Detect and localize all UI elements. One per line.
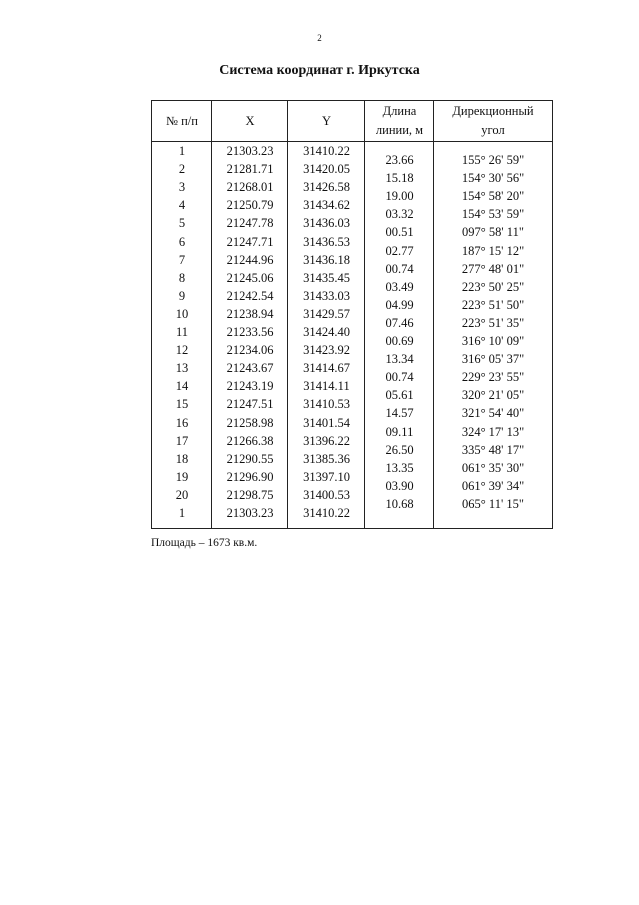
direction-angle-cell: 097° 58' 11" — [462, 225, 524, 240]
point-number-cell: 1 — [178, 144, 186, 158]
y-coordinate-cell: 31385.36 — [303, 451, 350, 466]
line-length-cell: 13.34 — [385, 352, 414, 367]
direction-angle-cell: 324° 17' 13" — [461, 424, 525, 439]
line-length-cell: 14.57 — [385, 406, 414, 421]
y-coordinate-cell: 31436.03 — [303, 216, 350, 231]
line-length-cell: 09.11 — [385, 424, 414, 439]
header-point-number: № п/п — [166, 113, 198, 128]
x-coordinate-cell: 21243.67 — [226, 361, 274, 376]
point-number-cell: 4 — [178, 198, 186, 213]
y-coordinate-cell: 31424.40 — [303, 325, 350, 339]
direction-angle-cell: 320° 21' 05" — [461, 388, 525, 403]
y-column — [288, 141, 365, 528]
y-coordinate-cell: 31435.45 — [303, 270, 350, 285]
line-length-cell: 00.74 — [385, 370, 414, 385]
point-number-cell: 1 — [178, 506, 186, 520]
line-length-cell: 15.18 — [385, 171, 414, 186]
y-coordinate-cell: 31433.03 — [303, 288, 350, 303]
y-coordinate-cell: 31414.11 — [303, 379, 350, 394]
direction-angle-cell: 061° 39' 34" — [461, 478, 525, 493]
x-coordinate-cell: 21247.71 — [226, 234, 274, 249]
y-coordinate-cell: 31401.54 — [303, 415, 350, 430]
point-number-cell: 18 — [175, 451, 189, 466]
direction-angle-cell: 223° 50' 25" — [461, 279, 525, 294]
x-coordinate-cell: 21266.38 — [226, 433, 274, 448]
y-coordinate-cell: 31397.10 — [303, 469, 350, 484]
line-length-cell: 03.90 — [385, 478, 414, 493]
direction-angle-cell: 321° 54' 40" — [461, 406, 525, 421]
header-y: Y — [321, 113, 332, 128]
point-number-cell: 17 — [175, 433, 189, 448]
point-number-cell: 6 — [178, 234, 186, 249]
direction-angle-cell: 335° 48' 17" — [461, 442, 525, 457]
point-number-column — [152, 141, 212, 528]
point-number-cell: 20 — [175, 487, 189, 502]
x-coordinate-cell: 21233.56 — [226, 325, 274, 339]
line-length-cell: 23.66 — [385, 153, 414, 168]
line-length-cell: 00.74 — [385, 261, 414, 276]
line-length-cell: 03.49 — [385, 279, 414, 294]
x-coordinate-cell: 21242.54 — [226, 288, 274, 303]
direction-angle-cell: 316° 10' 09" — [461, 334, 525, 349]
point-number-cell: 8 — [178, 270, 186, 285]
line-length-column — [365, 141, 434, 528]
x-coordinate-cell: 21244.96 — [226, 252, 274, 267]
point-number-cell: 3 — [178, 180, 186, 195]
direction-angle-cell: 277° 48' 01" — [461, 261, 525, 276]
point-number-cell: 12 — [175, 343, 189, 358]
direction-angle-cell: 155° 26' 59" — [461, 153, 525, 168]
x-coordinate-cell: 21243.19 — [226, 379, 274, 394]
x-coordinate-cell: 21290.55 — [226, 451, 274, 466]
header-direction-angle-bottom: угол — [481, 123, 505, 137]
x-coordinate-cell: 21303.23 — [226, 144, 274, 158]
direction-angle-cell: 065° 11' 15" — [462, 496, 524, 511]
line-length-cell: 19.00 — [385, 189, 414, 204]
line-length-cell: 05.61 — [385, 388, 414, 403]
area-summary: Площадь – 1673 кв.м. — [151, 537, 258, 549]
point-number-cell: 14 — [175, 379, 189, 394]
x-coordinate-cell: 21247.51 — [226, 397, 274, 412]
line-length-cell: 00.51 — [385, 225, 414, 240]
x-coordinate-cell: 21281.71 — [226, 162, 274, 177]
header-line-length — [365, 101, 434, 141]
coordinates-table — [151, 100, 553, 529]
x-coordinate-cell: 21234.06 — [226, 343, 274, 358]
x-coordinate-cell: 21245.06 — [226, 270, 274, 285]
y-coordinate-cell: 31423.92 — [303, 343, 350, 358]
x-coordinate-cell: 21250.79 — [226, 198, 274, 213]
direction-angle-cell: 223° 51' 35" — [461, 315, 525, 330]
point-number-cell: 2 — [178, 162, 186, 177]
table-header-row — [152, 101, 552, 142]
x-coordinate-cell: 21238.94 — [226, 306, 274, 321]
y-coordinate-cell: 31400.53 — [303, 487, 350, 502]
line-length-cell: 03.32 — [385, 207, 414, 222]
x-coordinate-cell: 21268.01 — [226, 180, 274, 195]
line-length-cell: 04.99 — [385, 297, 414, 312]
direction-angle-cell: 154° 58' 20" — [461, 189, 525, 204]
point-number-cell: 7 — [178, 252, 186, 267]
y-coordinate-cell: 31410.22 — [303, 144, 350, 158]
x-column — [212, 141, 288, 528]
direction-angle-cell: 316° 05' 37" — [461, 352, 525, 367]
x-coordinate-cell: 21298.75 — [226, 487, 274, 502]
header-line-length-bottom: линии, м — [375, 123, 424, 137]
line-length-cell: 13.35 — [385, 460, 414, 475]
y-coordinate-cell: 31396.22 — [303, 433, 350, 448]
y-coordinate-cell: 31420.05 — [303, 162, 350, 177]
y-coordinate-cell: 31410.22 — [303, 506, 350, 520]
y-coordinate-cell: 31436.53 — [303, 234, 350, 249]
document-title: Система координат г. Иркутска — [219, 63, 420, 78]
y-coordinate-cell: 31426.58 — [303, 180, 350, 195]
direction-angle-cell: 154° 30' 56" — [461, 171, 525, 186]
x-coordinate-cell: 21258.98 — [226, 415, 274, 430]
header-x: X — [245, 113, 255, 128]
header-line-length-top: Длина — [382, 104, 417, 118]
point-number-cell: 16 — [175, 415, 189, 430]
y-coordinate-cell: 31410.53 — [303, 397, 350, 412]
y-coordinate-cell: 31436.18 — [303, 252, 350, 267]
line-length-cell: 00.69 — [385, 334, 414, 349]
point-number-cell: 15 — [175, 397, 189, 412]
direction-angle-cell: 223° 51' 50" — [461, 297, 525, 312]
line-length-cell: 07.46 — [385, 315, 414, 330]
point-number-cell: 9 — [178, 288, 186, 303]
line-length-cell: 02.77 — [385, 243, 414, 258]
header-direction-angle — [434, 101, 552, 141]
direction-angle-cell: 154° 53' 59" — [461, 207, 525, 222]
point-number-cell: 10 — [175, 306, 189, 321]
header-direction-angle-top: Дирекционный — [452, 104, 534, 118]
direction-angle-cell: 229° 23' 55" — [461, 370, 525, 385]
x-coordinate-cell: 21303.23 — [226, 506, 274, 520]
page-number: 2 — [317, 33, 322, 43]
y-coordinate-cell: 31429.57 — [303, 306, 350, 321]
x-coordinate-cell: 21296.90 — [226, 469, 274, 484]
y-coordinate-cell: 31414.67 — [303, 361, 350, 376]
line-length-cell: 26.50 — [385, 442, 414, 457]
direction-angle-cell: 187° 15' 12" — [461, 243, 525, 258]
y-coordinate-cell: 31434.62 — [303, 198, 350, 213]
line-length-cell: 10.68 — [385, 496, 414, 511]
point-number-cell: 13 — [175, 361, 189, 376]
point-number-cell: 5 — [178, 216, 186, 231]
point-number-cell: 19 — [175, 469, 189, 484]
point-number-cell: 11 — [175, 325, 189, 339]
direction-angle-column — [434, 141, 552, 528]
direction-angle-cell: 061° 35' 30" — [461, 460, 525, 475]
x-coordinate-cell: 21247.78 — [226, 216, 274, 231]
